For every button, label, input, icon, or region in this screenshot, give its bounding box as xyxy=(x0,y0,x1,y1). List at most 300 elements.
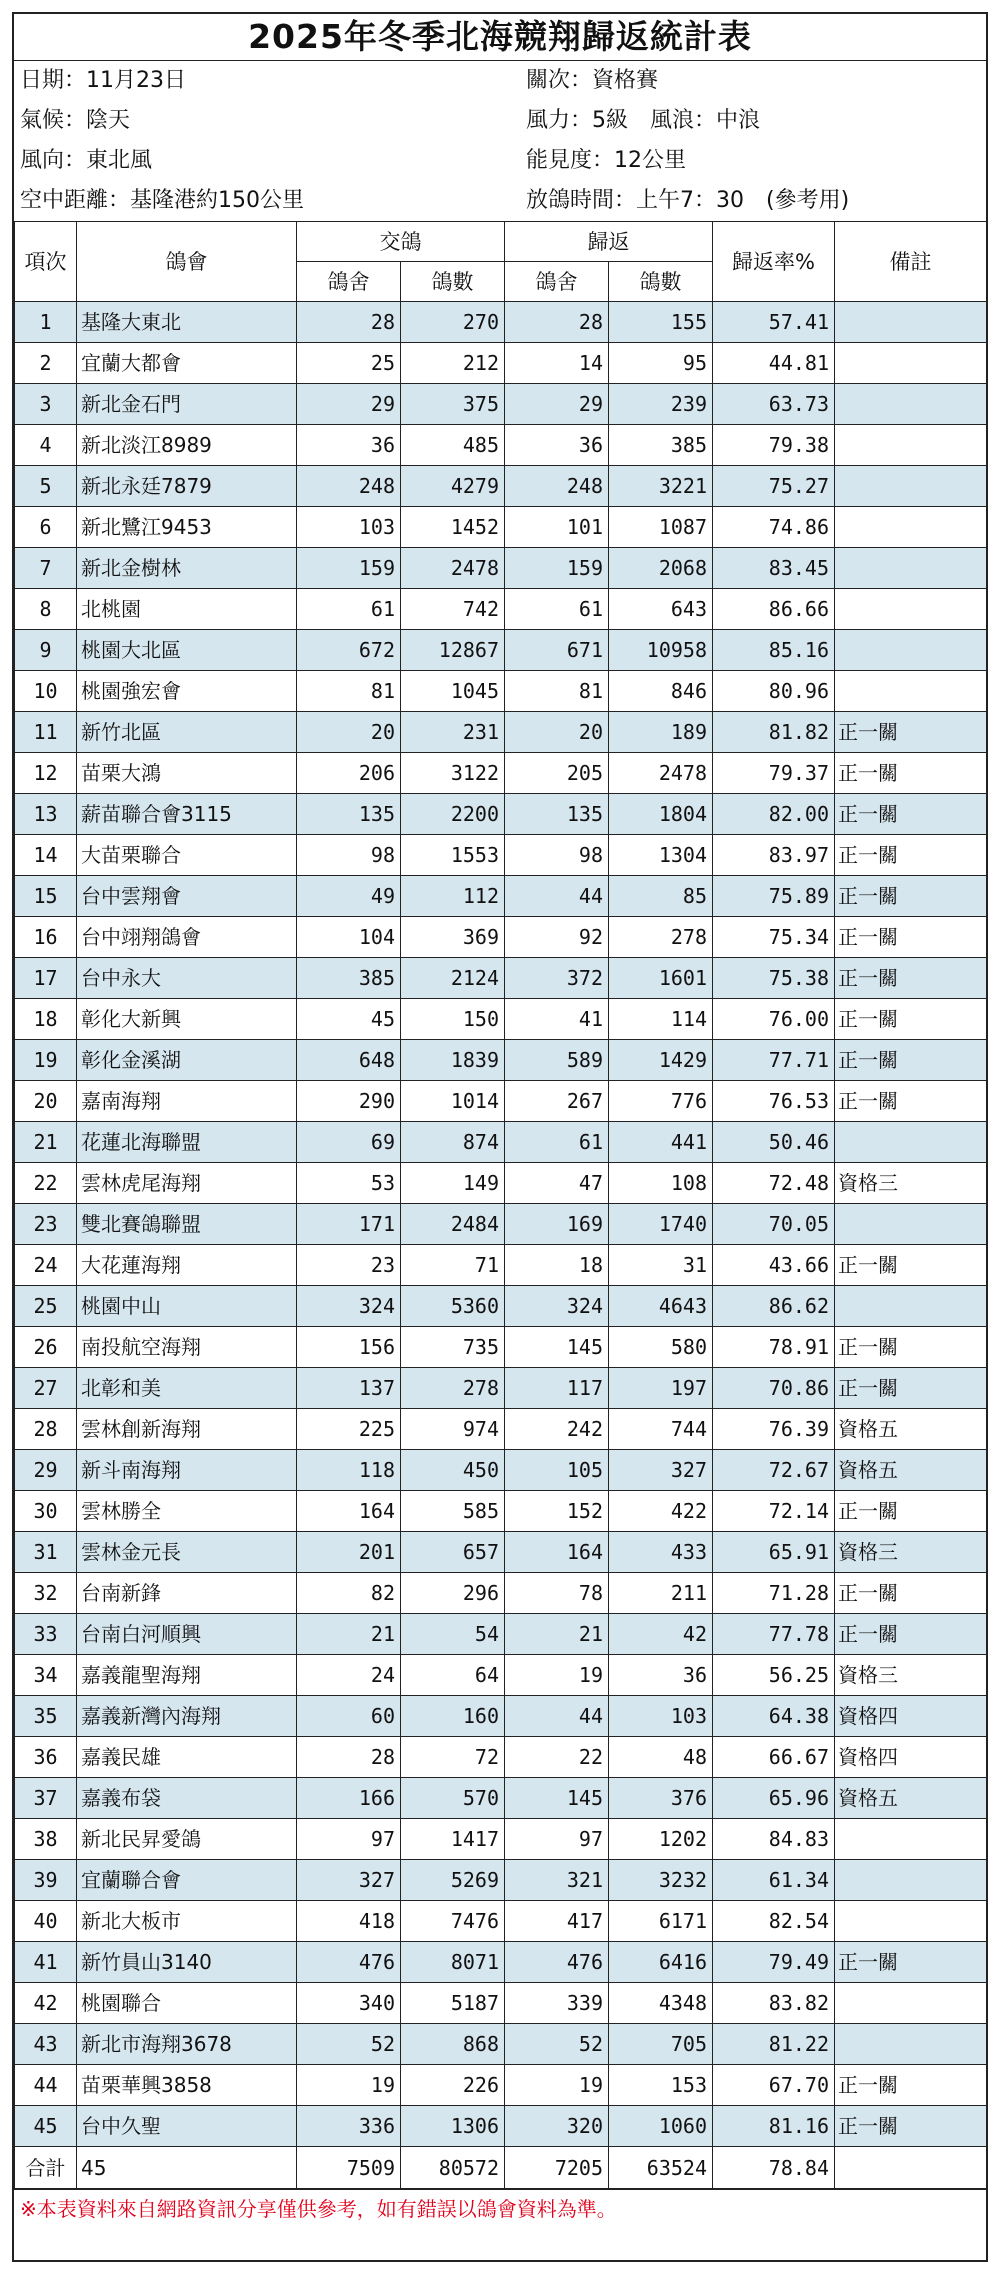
info-distance: 空中距離：基隆港約150公里 xyxy=(20,188,304,213)
row-returned-lofts: 145 xyxy=(505,1778,609,1819)
row-index: 26 xyxy=(15,1327,77,1368)
row-club: 雲林創新海翔 xyxy=(77,1409,297,1450)
row-returned-birds: 239 xyxy=(609,384,713,425)
row-club: 新竹員山3140 xyxy=(77,1942,297,1983)
total-note xyxy=(835,2147,987,2189)
table-row xyxy=(15,1368,987,1409)
row-return-rate: 72.14 xyxy=(713,1491,835,1532)
row-sent-lofts: 340 xyxy=(297,1983,401,2024)
row-returned-birds: 1304 xyxy=(609,835,713,876)
row-club: 雲林虎尾海翔 xyxy=(77,1163,297,1204)
row-index: 5 xyxy=(15,466,77,507)
row-sent-lofts: 135 xyxy=(297,794,401,835)
row-sent-lofts: 137 xyxy=(297,1368,401,1409)
row-sent-lofts: 97 xyxy=(297,1819,401,1860)
row-returned-lofts: 242 xyxy=(505,1409,609,1450)
row-return-rate: 83.45 xyxy=(713,548,835,589)
row-return-rate: 78.91 xyxy=(713,1327,835,1368)
total-row xyxy=(15,2147,987,2189)
row-returned-lofts: 28 xyxy=(505,302,609,343)
row-sent-lofts: 201 xyxy=(297,1532,401,1573)
row-sent-lofts: 69 xyxy=(297,1122,401,1163)
row-sent-birds: 150 xyxy=(401,999,505,1040)
row-index: 10 xyxy=(15,671,77,712)
row-note xyxy=(835,1860,987,1901)
row-club: 基隆大東北 xyxy=(77,302,297,343)
row-returned-lofts: 159 xyxy=(505,548,609,589)
table-row xyxy=(15,1450,987,1491)
row-returned-birds: 385 xyxy=(609,425,713,466)
table-row xyxy=(15,876,987,917)
row-club: 北彰和美 xyxy=(77,1368,297,1409)
table-row xyxy=(15,1040,987,1081)
row-index: 39 xyxy=(15,1860,77,1901)
row-club: 新北淡江8989 xyxy=(77,425,297,466)
row-returned-lofts: 267 xyxy=(505,1081,609,1122)
row-return-rate: 74.86 xyxy=(713,507,835,548)
row-returned-lofts: 169 xyxy=(505,1204,609,1245)
row-returned-birds: 197 xyxy=(609,1368,713,1409)
row-return-rate: 75.89 xyxy=(713,876,835,917)
row-returned-lofts: 44 xyxy=(505,1696,609,1737)
row-sent-lofts: 25 xyxy=(297,343,401,384)
row-return-rate: 79.49 xyxy=(713,1942,835,1983)
row-sent-lofts: 103 xyxy=(297,507,401,548)
row-index: 32 xyxy=(15,1573,77,1614)
table-row xyxy=(15,507,987,548)
row-returned-birds: 85 xyxy=(609,876,713,917)
row-return-rate: 77.71 xyxy=(713,1040,835,1081)
table-row xyxy=(15,384,987,425)
row-club: 新竹北區 xyxy=(77,712,297,753)
row-returned-birds: 1087 xyxy=(609,507,713,548)
row-note xyxy=(835,466,987,507)
row-note: 資格五 xyxy=(835,1778,987,1819)
row-sent-birds: 7476 xyxy=(401,1901,505,1942)
row-returned-birds: 1060 xyxy=(609,2106,713,2147)
row-return-rate: 79.37 xyxy=(713,753,835,794)
row-returned-birds: 10958 xyxy=(609,630,713,671)
row-index: 9 xyxy=(15,630,77,671)
stats-sheet xyxy=(12,12,988,2262)
row-note: 資格五 xyxy=(835,1409,987,1450)
row-sent-birds: 868 xyxy=(401,2024,505,2065)
row-returned-birds: 327 xyxy=(609,1450,713,1491)
row-returned-birds: 4643 xyxy=(609,1286,713,1327)
table-row xyxy=(15,630,987,671)
row-returned-lofts: 14 xyxy=(505,343,609,384)
row-sent-birds: 570 xyxy=(401,1778,505,1819)
row-sent-lofts: 327 xyxy=(297,1860,401,1901)
table-row xyxy=(15,958,987,999)
row-return-rate: 65.91 xyxy=(713,1532,835,1573)
row-returned-lofts: 21 xyxy=(505,1614,609,1655)
row-sent-lofts: 118 xyxy=(297,1450,401,1491)
row-returned-birds: 48 xyxy=(609,1737,713,1778)
row-sent-birds: 3122 xyxy=(401,753,505,794)
table-row xyxy=(15,712,987,753)
row-sent-lofts: 336 xyxy=(297,2106,401,2147)
row-note: 正一關 xyxy=(835,917,987,958)
row-returned-lofts: 117 xyxy=(505,1368,609,1409)
row-note: 資格四 xyxy=(835,1696,987,1737)
table-row xyxy=(15,1532,987,1573)
row-sent-birds: 226 xyxy=(401,2065,505,2106)
row-sent-lofts: 24 xyxy=(297,1655,401,1696)
total-sent-lofts: 7509 xyxy=(297,2147,401,2189)
row-returned-lofts: 589 xyxy=(505,1040,609,1081)
row-index: 30 xyxy=(15,1491,77,1532)
row-note: 資格三 xyxy=(835,1655,987,1696)
row-return-rate: 50.46 xyxy=(713,1122,835,1163)
row-sent-birds: 296 xyxy=(401,1573,505,1614)
row-returned-lofts: 324 xyxy=(505,1286,609,1327)
row-club: 大苗栗聯合 xyxy=(77,835,297,876)
row-sent-lofts: 225 xyxy=(297,1409,401,1450)
row-note: 正一關 xyxy=(835,835,987,876)
row-index: 29 xyxy=(15,1450,77,1491)
info-wind-direction: 風向：東北風 xyxy=(20,148,153,173)
row-return-rate: 81.82 xyxy=(713,712,835,753)
row-note: 正一關 xyxy=(835,1614,987,1655)
info-wind-power: 風力：5級 風浪：中浪 xyxy=(526,108,760,133)
row-return-rate: 76.00 xyxy=(713,999,835,1040)
row-return-rate: 79.38 xyxy=(713,425,835,466)
header-sent: 交鴿 xyxy=(297,222,505,262)
row-index: 16 xyxy=(15,917,77,958)
header-sent-birds: 鴿數 xyxy=(401,262,505,302)
row-return-rate: 66.67 xyxy=(713,1737,835,1778)
row-return-rate: 76.53 xyxy=(713,1081,835,1122)
row-note xyxy=(835,1286,987,1327)
row-note xyxy=(835,630,987,671)
row-returned-lofts: 320 xyxy=(505,2106,609,2147)
row-returned-birds: 108 xyxy=(609,1163,713,1204)
row-returned-birds: 2478 xyxy=(609,753,713,794)
row-sent-birds: 585 xyxy=(401,1491,505,1532)
row-index: 8 xyxy=(15,589,77,630)
row-sent-birds: 375 xyxy=(401,384,505,425)
row-returned-birds: 441 xyxy=(609,1122,713,1163)
row-note xyxy=(835,671,987,712)
row-return-rate: 61.34 xyxy=(713,1860,835,1901)
row-return-rate: 72.67 xyxy=(713,1450,835,1491)
row-club: 新北大板市 xyxy=(77,1901,297,1942)
row-sent-birds: 270 xyxy=(401,302,505,343)
table-row xyxy=(15,1942,987,1983)
row-club: 嘉義新灣內海翔 xyxy=(77,1696,297,1737)
row-returned-birds: 189 xyxy=(609,712,713,753)
table-row xyxy=(15,2024,987,2065)
row-sent-lofts: 164 xyxy=(297,1491,401,1532)
table-row xyxy=(15,2106,987,2147)
row-returned-lofts: 18 xyxy=(505,1245,609,1286)
row-return-rate: 70.05 xyxy=(713,1204,835,1245)
row-club: 新北金石門 xyxy=(77,384,297,425)
row-returned-lofts: 81 xyxy=(505,671,609,712)
table-row xyxy=(15,917,987,958)
row-note: 正一關 xyxy=(835,1942,987,1983)
row-return-rate: 70.86 xyxy=(713,1368,835,1409)
row-club: 台南新鋒 xyxy=(77,1573,297,1614)
row-return-rate: 80.96 xyxy=(713,671,835,712)
table-row xyxy=(15,466,987,507)
table-row xyxy=(15,548,987,589)
row-returned-birds: 95 xyxy=(609,343,713,384)
row-returned-lofts: 19 xyxy=(505,1655,609,1696)
row-sent-lofts: 159 xyxy=(297,548,401,589)
row-club: 新北鷺江9453 xyxy=(77,507,297,548)
table-row xyxy=(15,1327,987,1368)
row-sent-birds: 112 xyxy=(401,876,505,917)
row-sent-lofts: 290 xyxy=(297,1081,401,1122)
row-sent-lofts: 166 xyxy=(297,1778,401,1819)
row-note xyxy=(835,1204,987,1245)
table-row xyxy=(15,1737,987,1778)
row-club: 南投航空海翔 xyxy=(77,1327,297,1368)
row-note: 正一關 xyxy=(835,794,987,835)
row-sent-birds: 4279 xyxy=(401,466,505,507)
row-index: 25 xyxy=(15,1286,77,1327)
row-note: 正一關 xyxy=(835,712,987,753)
total-returned-lofts: 7205 xyxy=(505,2147,609,2189)
row-returned-birds: 3232 xyxy=(609,1860,713,1901)
row-index: 18 xyxy=(15,999,77,1040)
row-index: 33 xyxy=(15,1614,77,1655)
row-note: 正一關 xyxy=(835,2065,987,2106)
row-returned-lofts: 92 xyxy=(505,917,609,958)
row-sent-lofts: 28 xyxy=(297,1737,401,1778)
row-club: 新北市海翔3678 xyxy=(77,2024,297,2065)
info-weather: 氣候：陰天 xyxy=(20,108,131,133)
row-index: 45 xyxy=(15,2106,77,2147)
row-return-rate: 76.39 xyxy=(713,1409,835,1450)
row-note: 正一關 xyxy=(835,1327,987,1368)
row-note xyxy=(835,507,987,548)
table-row xyxy=(15,1655,987,1696)
row-index: 21 xyxy=(15,1122,77,1163)
row-sent-birds: 278 xyxy=(401,1368,505,1409)
row-index: 4 xyxy=(15,425,77,466)
row-returned-birds: 31 xyxy=(609,1245,713,1286)
header-sent-lofts: 鴿舍 xyxy=(297,262,401,302)
info-stage: 關次：資格賽 xyxy=(526,68,659,93)
row-note: 正一關 xyxy=(835,753,987,794)
row-returned-lofts: 372 xyxy=(505,958,609,999)
row-returned-lofts: 476 xyxy=(505,1942,609,1983)
row-returned-birds: 705 xyxy=(609,2024,713,2065)
row-sent-lofts: 648 xyxy=(297,1040,401,1081)
row-note: 正一關 xyxy=(835,1368,987,1409)
total-returned-birds: 63524 xyxy=(609,2147,713,2189)
header-row-1 xyxy=(15,222,987,262)
header-returned: 歸返 xyxy=(505,222,713,262)
row-returned-lofts: 145 xyxy=(505,1327,609,1368)
row-sent-lofts: 82 xyxy=(297,1573,401,1614)
row-club: 新斗南海翔 xyxy=(77,1450,297,1491)
row-returned-lofts: 29 xyxy=(505,384,609,425)
row-club: 新北金樹林 xyxy=(77,548,297,589)
row-return-rate: 64.38 xyxy=(713,1696,835,1737)
row-sent-lofts: 672 xyxy=(297,630,401,671)
row-club: 新北民昇愛鴿 xyxy=(77,1819,297,1860)
row-return-rate: 77.78 xyxy=(713,1614,835,1655)
row-club: 嘉義龍聖海翔 xyxy=(77,1655,297,1696)
info-row-4 xyxy=(14,181,986,221)
row-returned-lofts: 671 xyxy=(505,630,609,671)
row-note xyxy=(835,1983,987,2024)
row-return-rate: 72.48 xyxy=(713,1163,835,1204)
table-row xyxy=(15,1286,987,1327)
row-sent-birds: 742 xyxy=(401,589,505,630)
header-index: 項次 xyxy=(15,222,77,302)
info-date: 日期：11月23日 xyxy=(20,68,186,93)
row-returned-birds: 1804 xyxy=(609,794,713,835)
row-sent-birds: 2200 xyxy=(401,794,505,835)
row-note xyxy=(835,1122,987,1163)
row-club: 嘉南海翔 xyxy=(77,1081,297,1122)
row-return-rate: 75.27 xyxy=(713,466,835,507)
row-index: 20 xyxy=(15,1081,77,1122)
row-returned-birds: 2068 xyxy=(609,548,713,589)
table-row xyxy=(15,1696,987,1737)
header-rate: 歸返率% xyxy=(713,222,835,302)
row-sent-birds: 1553 xyxy=(401,835,505,876)
row-returned-birds: 580 xyxy=(609,1327,713,1368)
row-index: 13 xyxy=(15,794,77,835)
row-sent-birds: 1306 xyxy=(401,2106,505,2147)
row-return-rate: 56.25 xyxy=(713,1655,835,1696)
row-sent-birds: 2484 xyxy=(401,1204,505,1245)
row-sent-lofts: 45 xyxy=(297,999,401,1040)
row-club: 嘉義布袋 xyxy=(77,1778,297,1819)
row-returned-lofts: 41 xyxy=(505,999,609,1040)
row-index: 31 xyxy=(15,1532,77,1573)
row-club: 桃園中山 xyxy=(77,1286,297,1327)
row-index: 41 xyxy=(15,1942,77,1983)
row-return-rate: 86.66 xyxy=(713,589,835,630)
row-returned-birds: 211 xyxy=(609,1573,713,1614)
row-sent-birds: 485 xyxy=(401,425,505,466)
row-sent-birds: 231 xyxy=(401,712,505,753)
row-sent-birds: 212 xyxy=(401,343,505,384)
table-row xyxy=(15,999,987,1040)
row-sent-birds: 1014 xyxy=(401,1081,505,1122)
row-return-rate: 82.54 xyxy=(713,1901,835,1942)
page-title: 2025年冬季北海競翔歸返統計表 xyxy=(14,14,986,61)
row-returned-lofts: 101 xyxy=(505,507,609,548)
row-returned-birds: 776 xyxy=(609,1081,713,1122)
row-returned-lofts: 52 xyxy=(505,2024,609,2065)
row-return-rate: 83.82 xyxy=(713,1983,835,2024)
row-sent-birds: 72 xyxy=(401,1737,505,1778)
row-index: 3 xyxy=(15,384,77,425)
row-club: 北桃園 xyxy=(77,589,297,630)
table-row xyxy=(15,343,987,384)
row-sent-birds: 54 xyxy=(401,1614,505,1655)
table-row xyxy=(15,2065,987,2106)
row-returned-lofts: 321 xyxy=(505,1860,609,1901)
row-returned-lofts: 78 xyxy=(505,1573,609,1614)
row-club: 彰化金溪湖 xyxy=(77,1040,297,1081)
table-row xyxy=(15,835,987,876)
row-index: 1 xyxy=(15,302,77,343)
row-club: 雙北賽鴿聯盟 xyxy=(77,1204,297,1245)
row-note: 正一關 xyxy=(835,2106,987,2147)
row-club: 大花蓮海翔 xyxy=(77,1245,297,1286)
row-returned-birds: 744 xyxy=(609,1409,713,1450)
row-sent-birds: 71 xyxy=(401,1245,505,1286)
row-sent-birds: 2478 xyxy=(401,548,505,589)
table-row xyxy=(15,1901,987,1942)
row-index: 28 xyxy=(15,1409,77,1450)
row-returned-lofts: 22 xyxy=(505,1737,609,1778)
row-sent-birds: 5187 xyxy=(401,1983,505,2024)
row-sent-birds: 160 xyxy=(401,1696,505,1737)
row-sent-birds: 450 xyxy=(401,1450,505,1491)
row-sent-lofts: 52 xyxy=(297,2024,401,2065)
row-note: 正一關 xyxy=(835,1573,987,1614)
row-return-rate: 63.73 xyxy=(713,384,835,425)
row-return-rate: 86.62 xyxy=(713,1286,835,1327)
row-note: 正一關 xyxy=(835,999,987,1040)
table-row xyxy=(15,1081,987,1122)
row-note: 資格四 xyxy=(835,1737,987,1778)
table-row xyxy=(15,671,987,712)
row-return-rate: 83.97 xyxy=(713,835,835,876)
row-returned-lofts: 20 xyxy=(505,712,609,753)
header-note: 備註 xyxy=(835,222,987,302)
row-returned-lofts: 105 xyxy=(505,1450,609,1491)
row-sent-lofts: 60 xyxy=(297,1696,401,1737)
row-index: 42 xyxy=(15,1983,77,2024)
row-index: 17 xyxy=(15,958,77,999)
stats-table xyxy=(14,221,987,2189)
row-sent-lofts: 104 xyxy=(297,917,401,958)
row-sent-birds: 1045 xyxy=(401,671,505,712)
row-index: 40 xyxy=(15,1901,77,1942)
row-return-rate: 75.38 xyxy=(713,958,835,999)
row-return-rate: 67.70 xyxy=(713,2065,835,2106)
row-club: 苗栗華興3858 xyxy=(77,2065,297,2106)
row-note xyxy=(835,425,987,466)
row-club: 桃園聯合 xyxy=(77,1983,297,2024)
row-sent-lofts: 324 xyxy=(297,1286,401,1327)
row-returned-lofts: 152 xyxy=(505,1491,609,1532)
row-returned-birds: 155 xyxy=(609,302,713,343)
row-club: 台中雲翔會 xyxy=(77,876,297,917)
info-release-time: 放鴿時間：上午7：30 (參考用) xyxy=(526,188,850,213)
row-returned-birds: 643 xyxy=(609,589,713,630)
row-return-rate: 43.66 xyxy=(713,1245,835,1286)
row-club: 桃園強宏會 xyxy=(77,671,297,712)
row-return-rate: 75.34 xyxy=(713,917,835,958)
row-note: 資格三 xyxy=(835,1532,987,1573)
row-sent-lofts: 21 xyxy=(297,1614,401,1655)
row-returned-lofts: 417 xyxy=(505,1901,609,1942)
row-returned-birds: 1429 xyxy=(609,1040,713,1081)
row-sent-birds: 8071 xyxy=(401,1942,505,1983)
disclaimer-note: ※本表資料來自網路資訊分享僅供參考，如有錯誤以鴿會資料為準。 xyxy=(14,2189,986,2228)
row-note xyxy=(835,302,987,343)
row-index: 36 xyxy=(15,1737,77,1778)
info-row-1 xyxy=(14,61,986,101)
row-sent-birds: 5360 xyxy=(401,1286,505,1327)
row-club: 台南白河順興 xyxy=(77,1614,297,1655)
row-returned-birds: 422 xyxy=(609,1491,713,1532)
table-row xyxy=(15,425,987,466)
row-note xyxy=(835,384,987,425)
